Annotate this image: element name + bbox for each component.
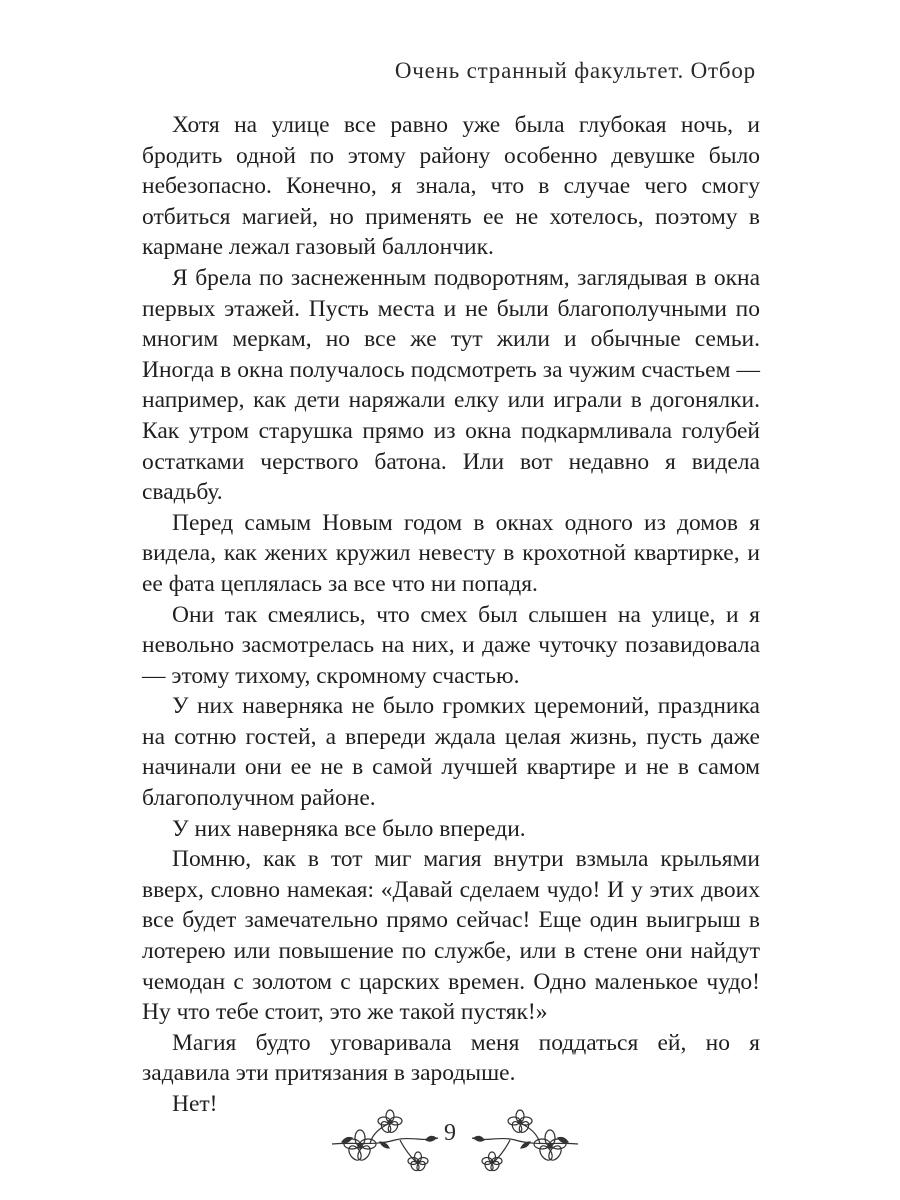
- paragraph: У них наверняка не было громких церемоний, праздника на сотню гостей, а впереди ждала целая жизнь, пусть даже начинали они ее не в самой лучшей квартире и не в самом благополучном районе.: [142, 693, 760, 812]
- paragraph: Хотя на улице все равно уже была глубокая ночь, и бродить одной по этому району особенно девушке было небезопасно. Конечно, я знала, что в случае чего смогу отбиться магией, но применять ее не хотелось, поэтому в кармане лежал газовый баллончик.: [142, 112, 760, 261]
- floral-branch-ornament-left: [330, 1104, 440, 1174]
- floral-branch-ornament-right: [470, 1104, 580, 1174]
- paragraph: Они так смеялись, что смех был слышен на улице, и я невольно засмотрелась на них, и даже чуточку позавидовала — этому тихому, скромному счастью.: [142, 601, 760, 689]
- running-head: Очень странный факультет. Отбор: [394, 58, 756, 83]
- paragraph: У них наверняка все было впереди.: [172, 815, 526, 842]
- body-text: [142, 110, 760, 1120]
- paragraph: Помню, как в тот миг магия внутри взмыла крыльями вверх, словно намекая: «Давай сделаем чудо! И у этих двоих все будет замечательно прямо сейчас! Еще один выигрыш в лотерею или повышение по службе, или в стене они найдут чемодан с золотом с царских времен. Одно маленькое чудо! Ну что тебе стоит, это же такой пустяк!»: [142, 846, 760, 1026]
- paragraph: Нет!: [172, 1091, 218, 1117]
- paragraph: Перед самым Новым годом в окнах одного из домов я видела, как жених кружил невесту в крохотной квартирке, и ее фата цеплялась за все что ни попадя.: [142, 509, 760, 597]
- page-number: 9: [444, 1120, 456, 1146]
- paragraph: Я брела по заснеженным подворотням, заглядывая в окна первых этажей. Пусть места и не были благополучными по многим меркам, но все же тут жили и обычные семьи. Иногда в окна получалось подсмотреть за чужим счастьем — например, как дети наряжали елку или играли в догонялки. Как утром старушка прямо из окна подкармливала голубей остатками черствого батона. Или вот недавно я видела свадьбу.: [142, 264, 760, 506]
- paragraph: Магия будто уговаривала меня поддаться ей, но я задавила эти притязания в зародыше.: [142, 1029, 760, 1087]
